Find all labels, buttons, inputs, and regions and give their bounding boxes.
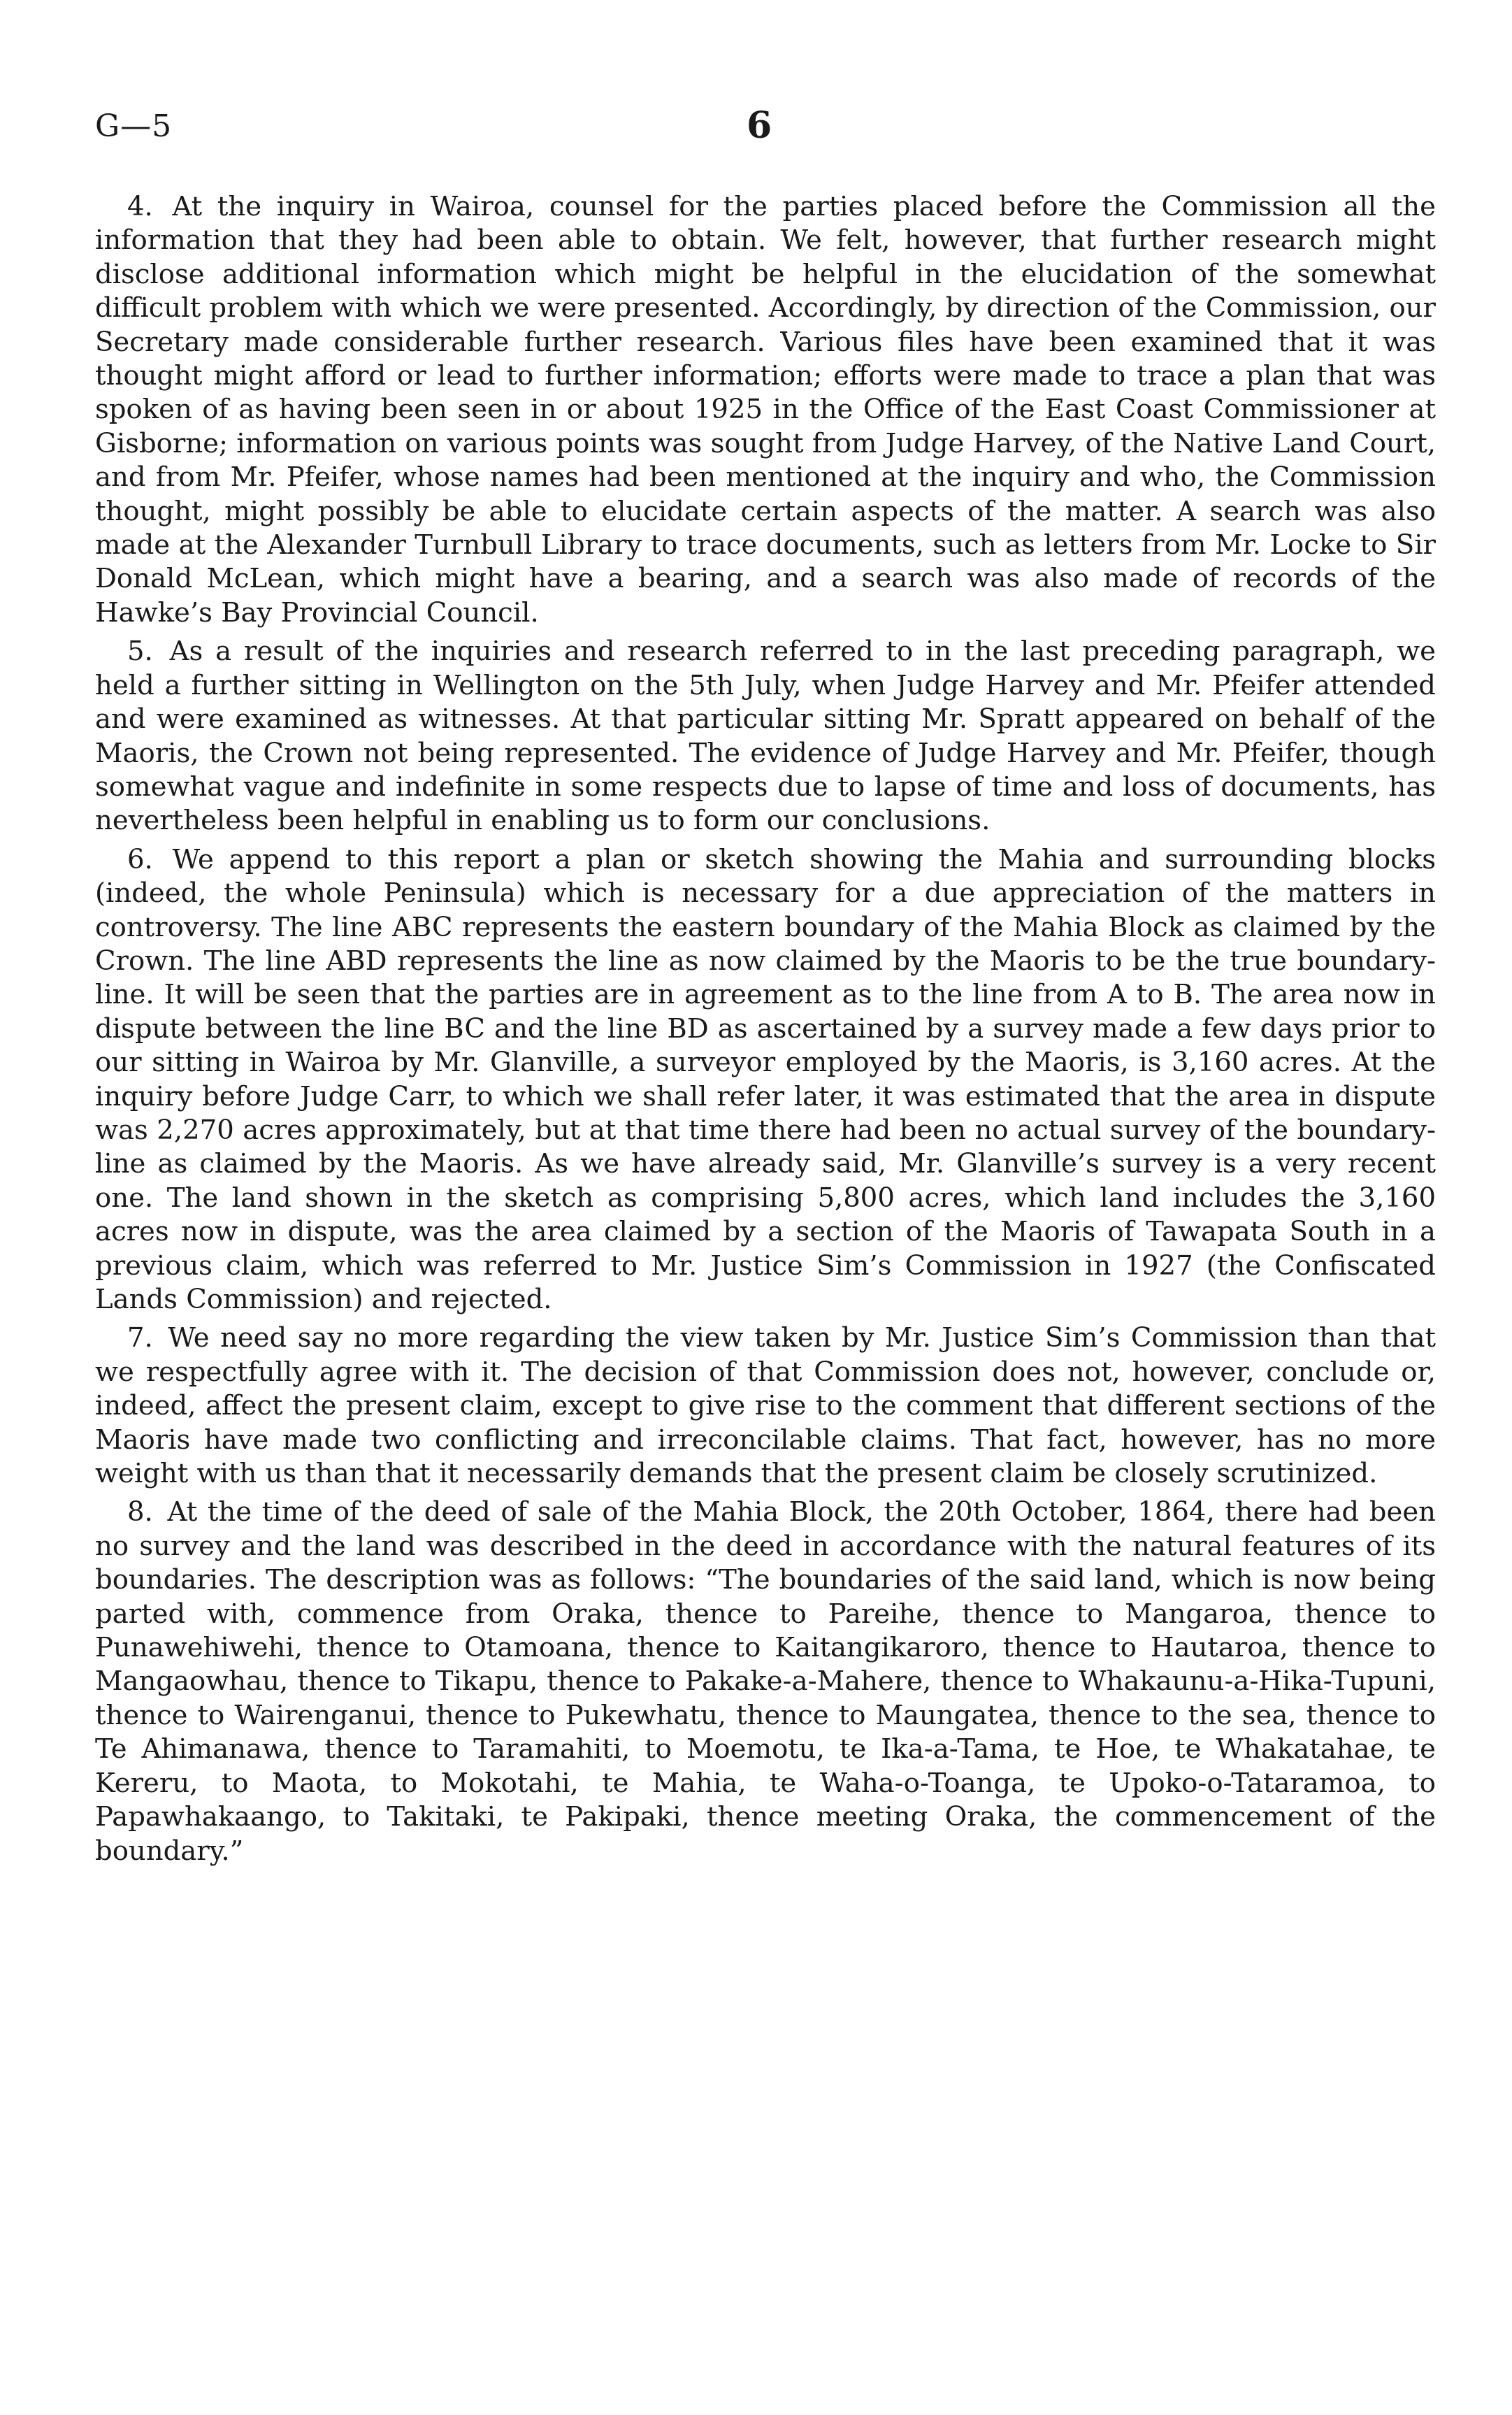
paragraph-text: We append to this report a plan or sketch showing the Mahia and surrounding blocks (indeed, the whole Peninsula) which is necessary for a due appreciation of the matters in controversy. The line ABC represents the eastern boundary of the Mahia Block as claimed by the Crown. The line ABD represents the line as now claimed by the Maoris to be the true boundary-line. It will be seen that the parties are in agreement as to the line from A to B. The area now in dispute between the line BC and the line BD as ascertained by a survey made a few days prior to our sitting in Wairoa by Mr. Glanville, a surveyor employed by the Maoris, is 3,160 acres. At the inquiry before Judge Carr, to which we shall refer later, it was estimated that the area in dispute was 2,270 acres approximately, but at that time there had been no actual survey of the boundary-line as claimed by the Maoris. As we have already said, Mr. Glanville’s survey is a very recent one. The land shown in the sketch as comprising 5,800 acres, which land includes the 3,160 acres now in dispute, was the area claimed by a section of the Maoris of Tawapata South in a previous claim, which was referred to Mr. Justice Sim’s Commission in 1927 (the Confiscated Lands Commission) and rejected.	[95, 843, 1436, 1315]
page-header	[95, 104, 1437, 150]
paragraph-number: 4.	[127, 191, 153, 222]
paragraph-number: 8.	[127, 1496, 153, 1528]
body-text	[95, 190, 1436, 1873]
paragraph-5	[95, 635, 1436, 838]
paragraph-text: We need say no more regarding the view taken by Mr. Justice Sim’s Commission than that we respectfully agree with it. The decision of that Commission does not, however, conclude or, indeed, affect the present claim, except to give rise to the comment that different sections of the Maoris have made two conflicting and irreconcilable claims. That fact, however, has no more weight with us than that it necessarily demands that the present claim be closely scrutinized.	[95, 1322, 1436, 1490]
paragraph-text: At the time of the deed of sale of the Mahia Block, the 20th October, 1864, there had been no survey and the land was described in the deed in accordance with the natural features of its boundaries. The description was as follows: “The boundaries of the said land, which is now being parted with, commence from Oraka, thence to Pareihe, thence to Mangaroa, thence to Punawehiwehi, thence to Otamoana, thence to Kaitangikaroro, thence to Hautaroa, thence to Mangaowhau, thence to Tikapu, thence to Pakake-a-Mahere, thence to Whakaunu-a-Hika-Tupuni, thence to Wairenganui, thence to Pukewhatu, thence to Maungatea, thence to the sea, thence to Te Ahimanawa, thence to Taramahiti, to Moemotu, te Ika-a-Tama, te Hoe, te Whakatahae, te Kereru, to Maota, to Mokotahi, te Mahia, te Waha-o-Toanga, te Upoko-o-Tataramoa, to Papawhakaango, to Takitaki, te Pakipaki, thence meeting Oraka, the commencement of the boundary.”	[95, 1496, 1437, 1867]
paragraph-6	[95, 843, 1436, 1317]
series-code: G—5	[95, 108, 173, 144]
paragraph-7	[95, 1321, 1436, 1491]
paragraph-text: As a result of the inquiries and research referred to in the last preceding paragraph, we held a further sitting in Wellington on the 5th July, when Judge Harvey and Mr. Pfeifer attended and were examined as witnesses. At that particular sitting Mr. Spratt appeared on behalf of the Maoris, the Crown not being represented. The evidence of Judge Harvey and Mr. Pfeifer, though somewhat vague and indefinite in some respects due to lapse of time and loss of documents, has nevertheless been helpful in enabling us to form our conclusions.	[95, 636, 1436, 837]
paragraph-number: 5.	[127, 636, 153, 668]
paragraph-text: At the inquiry in Wairoa, counsel for the parties placed before the Commission all the information that they had been able to obtain. We felt, however, that further research might disclose additional information which might be helpful in the elucidation of the somewhat difficult problem with which we were presented. Accordingly, by direction of the Commission, our Secretary made considerable further research. Various files have been examined that it was thought might afford or lead to further information; efforts were made to trace a plan that was spoken of as having been seen in or about 1925 in the Office of the East Coast Commissioner at Gisborne; information on various points was sought from Judge Harvey, of the Native Land Court, and from Mr. Pfeifer, whose names had been mentioned at the inquiry and who, the Commission thought, might possibly be able to elucidate certain aspects of the matter. A search was also made at the Alexander Turnbull Library to trace documents, such as letters from Mr. Locke to Sir Donald McLean, which might have a bearing, and a search was also made of records of the Hawke’s Bay Provincial Council.	[95, 191, 1436, 629]
paragraph-number: 7.	[127, 1322, 153, 1354]
paragraph-number: 6.	[127, 843, 153, 875]
paragraph-8	[95, 1496, 1436, 1868]
page-number: 6	[747, 104, 772, 147]
paragraph-4	[95, 190, 1436, 630]
